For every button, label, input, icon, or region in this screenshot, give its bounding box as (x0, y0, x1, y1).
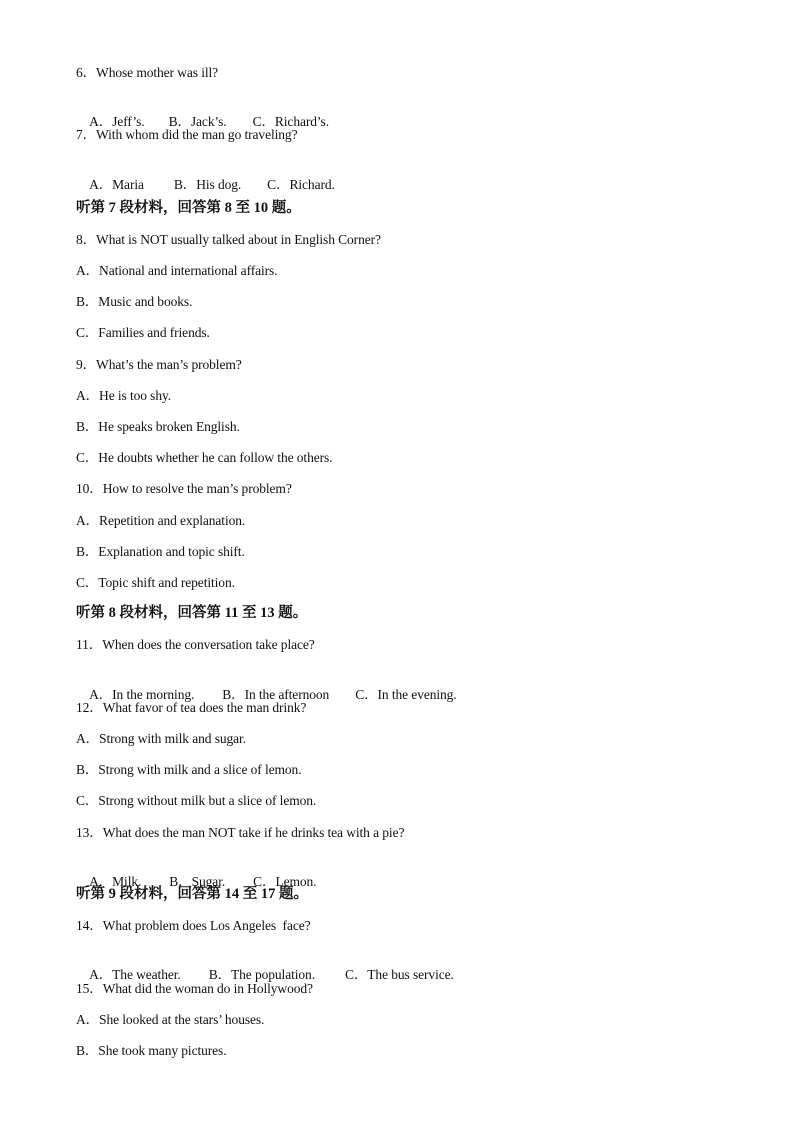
q8-option-b: B．Music and books. (76, 294, 193, 309)
q14-stem: 14．What problem does Los Angeles face? (76, 918, 311, 933)
q7-option-c: C．Richard. (267, 177, 335, 192)
q6-option-c: C．Richard’s. (252, 114, 329, 129)
q9-option-c: C．He doubts whether he can follow the others. (76, 450, 333, 465)
q6-option-a: A．Jeff’s. (89, 114, 145, 129)
q10-option-b: B．Explanation and topic shift. (76, 544, 245, 559)
q13-option-a: A．Milk. (89, 874, 142, 889)
q11-stem: 11．When does the conversation take place? (76, 637, 315, 652)
q6-option-b: B．Jack’s. (168, 114, 227, 129)
q14-option-c: C．The bus service. (344, 967, 454, 982)
q9-option-a: A．He is too shy. (76, 388, 172, 403)
q8-stem: 8．What is NOT usually talked about in English Corner? (76, 232, 381, 247)
q15-stem: 15．What did the woman do in Hollywood? (76, 981, 313, 996)
q13-stem: 13．What does the man NOT take if he drinks tea with a pie? (76, 825, 405, 840)
q13-option-b: B．Sugar. (169, 874, 226, 889)
section-heading-7: 听第 7 段材料，回答第 8 至 10 题。 (76, 200, 301, 216)
q7-option-b: B．His dog. (173, 177, 242, 192)
q15-option-a: A．She looked at the stars’ houses. (76, 1012, 265, 1027)
q11-option-b: B．In the afternoon (222, 687, 330, 702)
q6-stem: 6．Whose mother was ill? (76, 65, 219, 80)
q8-option-a: A．National and international affairs. (76, 263, 278, 278)
q7-stem: 7．With whom did the man go traveling? (76, 127, 298, 142)
q9-option-b: B．He speaks broken English. (76, 419, 240, 434)
q12-option-b: B．Strong with milk and a slice of lemon. (76, 762, 302, 777)
q10-option-c: C．Topic shift and repetition. (76, 575, 235, 590)
q12-option-a: A．Strong with milk and sugar. (76, 731, 246, 746)
q15-option-b: B．She took many pictures. (76, 1043, 227, 1058)
q7-option-a: A．Maria (89, 177, 144, 192)
q14-option-a: A．The weather. (89, 967, 181, 982)
section-heading-9: 听第 9 段材料，回答第 14 至 17 题。 (76, 886, 308, 902)
q8-option-c: C．Families and friends. (76, 325, 210, 340)
q14-option-b: B．The population. (208, 967, 315, 982)
q11-option-a: A．In the morning. (89, 687, 195, 702)
q9-stem: 9．What’s the man’s problem? (76, 357, 242, 372)
q12-option-c: C．Strong without milk but a slice of lemon. (76, 793, 317, 808)
q13-option-c: C．Lemon. (253, 874, 317, 889)
section-heading-8: 听第 8 段材料，回答第 11 至 13 题。 (76, 605, 308, 621)
q10-stem: 10．How to resolve the man’s problem? (76, 481, 292, 496)
q11-option-c: C．In the evening. (355, 687, 457, 702)
q10-option-a: A．Repetition and explanation. (76, 513, 246, 528)
q12-stem: 12．What favor of tea does the man drink? (76, 700, 307, 715)
